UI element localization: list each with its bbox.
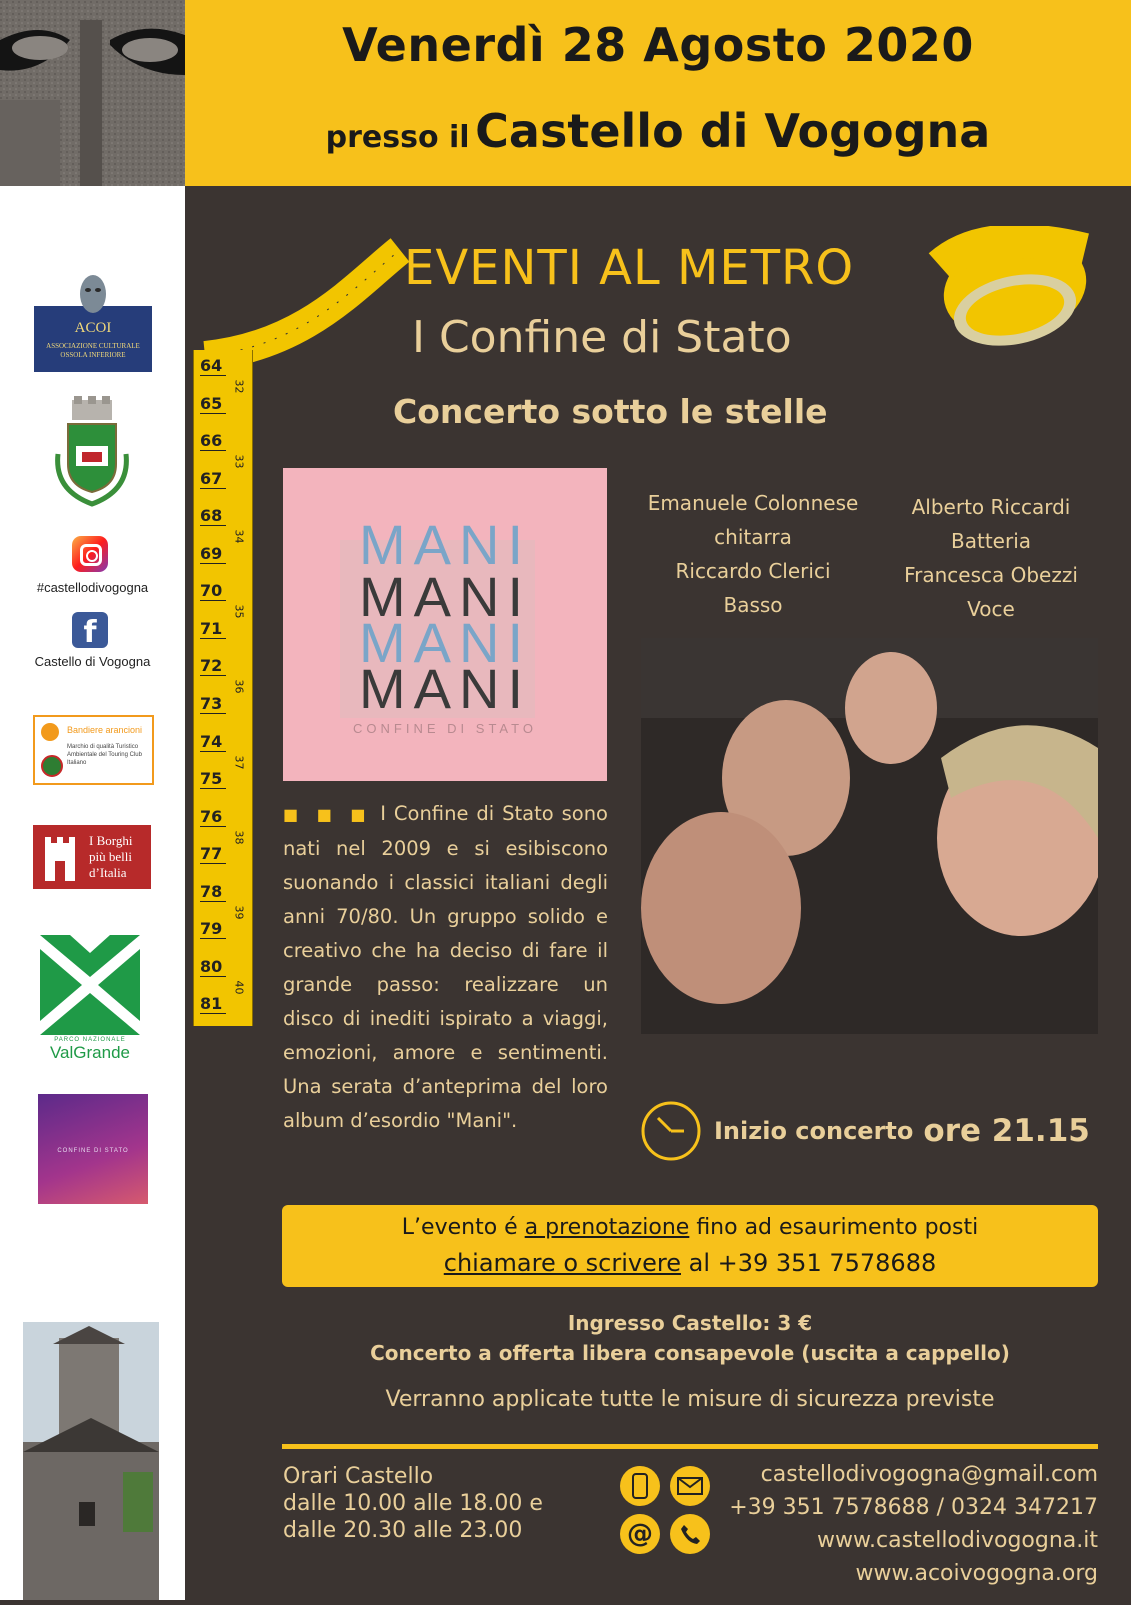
safety-notice: Verranno applicate tutte le misure di sicurezza previste xyxy=(385,1387,995,1412)
tape-number: 79 xyxy=(200,919,226,939)
valgrande-name: ValGrande xyxy=(49,1043,130,1062)
municipal-crest xyxy=(52,394,132,512)
start-label: Inizio concerto xyxy=(714,1117,914,1145)
bandiere-title: Bandiere arancioni xyxy=(67,725,143,735)
member-role: chitarra xyxy=(714,525,792,549)
members-left xyxy=(636,486,870,622)
booking-link: a prenotazione xyxy=(524,1215,690,1240)
tape-side-number: 40 xyxy=(232,980,246,995)
hours-line1: dalle 10.00 alle 18.00 e xyxy=(283,1491,543,1516)
tape-number: 75 xyxy=(200,769,226,789)
member-name: Riccardo Clerici xyxy=(675,559,831,583)
member-name: Francesca Obezzi xyxy=(904,563,1078,587)
booking-phone[interactable]: al +39 351 7578688 xyxy=(681,1249,937,1277)
castle-photo xyxy=(23,1322,159,1600)
tape-number: 78 xyxy=(200,882,226,902)
at-icon: @ xyxy=(620,1514,660,1554)
tape-side-number: 34 xyxy=(232,529,246,544)
bandiere-subtitle: Marchio di qualità Turistico Ambientale del Touring Club Italiano xyxy=(67,744,142,766)
hours-title: Orari Castello xyxy=(283,1464,434,1489)
phone-icon xyxy=(620,1466,660,1506)
tape-side-number: 36 xyxy=(232,679,246,694)
acoi-subtitle: ASSOCIAZIONE CULTURALE OSSOLA INFERIORE xyxy=(46,342,140,359)
venue-name: Castello di Vogogna xyxy=(475,104,991,158)
instagram-icon[interactable] xyxy=(72,536,108,572)
event-venue xyxy=(185,104,1131,158)
album-cover xyxy=(283,468,607,781)
member-role: Basso xyxy=(723,593,783,617)
member-name: Alberto Riccardi xyxy=(911,495,1071,519)
instagram-handle[interactable]: #castellodivogogna xyxy=(36,580,149,595)
member-role: Batteria xyxy=(951,529,1031,553)
album-word-3: MANI xyxy=(359,611,531,674)
album-word-4: MANI xyxy=(359,657,531,720)
concert-offer: Concerto a offerta libera consapevole (uscita a cappello) xyxy=(370,1341,1010,1365)
contact-email[interactable]: castellodivogogna@gmail.com xyxy=(760,1462,1098,1487)
booking-banner xyxy=(282,1205,1098,1287)
start-time-value: ore 21.15 xyxy=(923,1113,1090,1149)
event-series-title: EVENTI AL METRO xyxy=(404,240,855,296)
tape-strip xyxy=(193,350,253,1026)
stone-mask-image xyxy=(0,0,185,186)
tape-number: 81 xyxy=(200,994,226,1014)
tape-number: 70 xyxy=(200,581,226,601)
start-time xyxy=(640,1098,1090,1164)
event-date: Venerdì 28 Agosto 2020 xyxy=(342,18,974,72)
header-banner xyxy=(185,0,1131,186)
tape-number: 66 xyxy=(200,431,226,451)
clock-icon xyxy=(640,1100,702,1162)
tape-number: 65 xyxy=(200,394,226,414)
tape-number: 73 xyxy=(200,694,226,714)
tape-side-number: 37 xyxy=(232,755,246,770)
member-role: Voce xyxy=(967,597,1015,621)
album-word-1: MANI xyxy=(359,513,531,576)
tape-number: 69 xyxy=(200,544,226,564)
tape-side-number: 33 xyxy=(232,454,246,469)
tape-number: 67 xyxy=(200,469,226,489)
orange-flag-icon xyxy=(41,723,59,741)
entry-fee: Ingresso Castello: 3 € xyxy=(567,1311,813,1335)
entry-info xyxy=(282,1308,1098,1368)
acoi-head-icon xyxy=(78,274,108,314)
confine-album-thumb xyxy=(38,1094,148,1204)
booking-line2 xyxy=(282,1249,1098,1277)
contact-site-castle[interactable]: www.castellodivogogna.it xyxy=(817,1528,1098,1553)
album-word-2: MANI xyxy=(359,565,531,628)
tape-side-number: 39 xyxy=(232,905,246,920)
facebook-page[interactable]: Castello di Vogogna xyxy=(34,654,151,669)
facebook-icon[interactable]: f xyxy=(72,612,108,648)
footer-divider xyxy=(282,1444,1098,1449)
confine-thumb-text: CONFINE DI STATO xyxy=(57,1148,129,1154)
tape-number: 74 xyxy=(200,732,226,752)
castle-hours xyxy=(283,1463,543,1544)
band-description xyxy=(283,797,608,1138)
tape-number: 64 xyxy=(200,356,226,376)
description-text: I Confine di Stato sono nati nel 2009 e si esibiscono suonando i classici italiani degli anni 70/80. Un gruppo solido e creativo che ha deciso di fare il grande passo: realizzare un disco di inediti ispirato a viaggi, emozioni, amore e sentimenti. Una serata d’anteprima del loro album d’esordio "Mani". xyxy=(283,802,608,1132)
valgrande-logo xyxy=(40,935,140,1035)
members-right xyxy=(878,490,1104,626)
band-title: I Confine di Stato xyxy=(412,312,792,363)
booking-contact-link: chiamare o scrivere xyxy=(443,1249,681,1277)
borghi-text: I Borghi più belli d’Italia xyxy=(89,833,133,880)
tape-side-number: 32 xyxy=(232,379,246,394)
booking-post: fino ad esaurimento posti xyxy=(689,1215,979,1240)
contact-site-acoi[interactable]: www.acoivogogna.org xyxy=(855,1561,1098,1586)
contact-phones[interactable]: +39 351 7578688 / 0324 347217 xyxy=(729,1495,1098,1520)
member-name: Emanuele Colonnese xyxy=(647,491,859,515)
bandiere-arancioni-badge xyxy=(33,715,154,785)
borghi-logo xyxy=(33,825,151,889)
valgrande-small: PARCO NAZIONALE xyxy=(54,1037,126,1043)
tape-number: 80 xyxy=(200,957,226,977)
acoi-title: ACOI xyxy=(74,320,112,336)
venue-prefix: presso il xyxy=(325,120,470,155)
tape-side-number: 38 xyxy=(232,830,246,845)
bullet-dots: ■ ■ ■ xyxy=(283,805,373,824)
concert-subtitle: Concerto sotto le stelle xyxy=(393,392,828,431)
tower-icon xyxy=(41,833,79,881)
band-photo xyxy=(641,638,1098,1034)
tape-number: 68 xyxy=(200,506,226,526)
tape-number: 71 xyxy=(200,619,226,639)
tape-number: 76 xyxy=(200,807,226,827)
tape-number: 77 xyxy=(200,844,226,864)
hours-line2: dalle 20.30 alle 23.00 xyxy=(283,1518,523,1543)
booking-pre: L’evento é xyxy=(401,1215,525,1240)
tape-number: 72 xyxy=(200,656,226,676)
tape-side-number: 35 xyxy=(232,604,246,619)
album-label: CONFINE DI STATO xyxy=(353,721,537,736)
tci-icon xyxy=(41,755,63,777)
acoi-logo xyxy=(34,306,152,372)
booking-line1 xyxy=(282,1215,1098,1240)
contact-info xyxy=(700,1458,1098,1590)
